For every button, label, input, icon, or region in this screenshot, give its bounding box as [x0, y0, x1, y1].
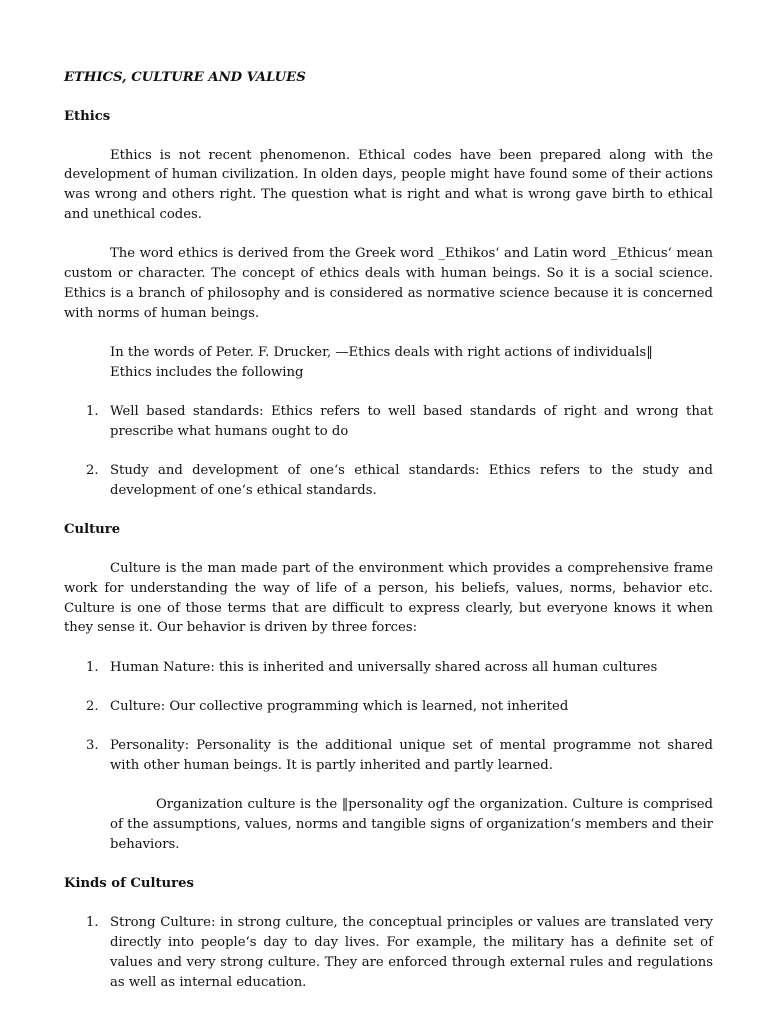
list-item: [64, 913, 713, 992]
ethics-includes-intro: Ethics includes the following: [110, 364, 304, 380]
drucker-quote: In the words of Peter. F. Drucker, —Ethics deals with right actions of individuals‖: [110, 344, 653, 360]
list-number: 2.: [86, 699, 99, 715]
culture-paragraph-1: Culture is the man made part of the environment which provides a comprehensive frame work for understanding the way of life of a person, his beliefs, values, norms, behavior etc. Culture is one of those terms that are difficult to express clearly, but everyone knows it when they sense it. Our behavior is driven by three forces:: [64, 561, 713, 636]
list-item-text: Study and development of one‘s ethical standards: Ethics refers to the study and development of one‘s ethical standards.: [110, 463, 713, 498]
list-number: 1.: [86, 404, 99, 420]
heading-kinds-of-cultures: Kinds of Cultures: [64, 876, 194, 892]
document-page: [64, 68, 713, 1012]
list-item-text: Well based standards: Ethics refers to well based standards of right and wrong that prescribe what humans ought to do: [110, 404, 713, 439]
list-item-text: Personality: Personality is the additional unique set of mental programme not shared with other human beings. It is partly inherited and partly learned.: [110, 738, 713, 774]
heading-culture: Culture: [64, 522, 121, 538]
ethics-list: [64, 402, 713, 501]
list-item: [64, 402, 713, 442]
heading-ethics: Ethics: [64, 108, 111, 124]
organization-culture-paragraph: Organization culture is the ‖personality ogf the organization. Culture is comprised of the assumptions, values, norms and tangible signs of organization‘s members and their behaviors.: [110, 797, 713, 853]
list-number: 1.: [86, 659, 99, 675]
list-number: 3.: [86, 738, 99, 754]
kinds-list: [64, 913, 713, 992]
list-item: [64, 461, 713, 501]
document-title: ETHICS, CULTURE AND VALUES: [64, 70, 306, 85]
list-item: [64, 658, 713, 678]
drucker-quote-block: [110, 343, 713, 383]
ethics-paragraph-1: Ethics is not recent phenomenon. Ethical codes have been prepared along with the development of human civilization. In olden days, people might have found some of their actions was wrong and others right. The question what is right and what is wrong gave birth to ethical and unethical codes.: [64, 147, 713, 222]
ethics-paragraph-2: The word ethics is derived from the Greek word _Ethikos‘ and Latin word _Ethicus‘ mean custom or character. The concept of ethics deals with human beings. So it is a social science. Ethics is a branch of philosophy and is considered as normative science because it is concerned with norms of human beings.: [64, 246, 713, 321]
list-item-text: Human Nature: this is inherited and universally shared across all human cultures: [110, 659, 658, 675]
list-item-text: Strong Culture: in strong culture, the conceptual principles or values are translated very directly into people‘s day to day lives. For example, the military has a definite set of values and very strong culture. They are enforced through external rules and regulations as well as internal education.: [110, 915, 713, 990]
list-item-text: Culture: Our collective programming which is learned, not inherited: [110, 699, 569, 715]
culture-forces-list: [64, 658, 713, 776]
list-number: 1.: [86, 915, 99, 931]
list-item: [64, 736, 713, 776]
list-item: [64, 697, 713, 717]
list-number: 2.: [86, 463, 99, 479]
